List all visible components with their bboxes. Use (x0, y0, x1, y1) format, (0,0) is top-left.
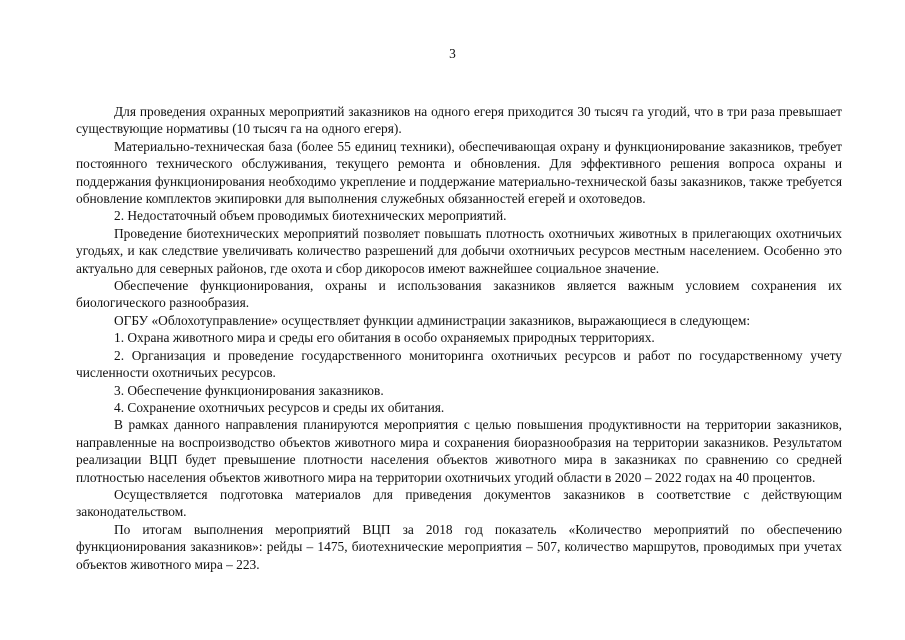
paragraph-biotechnical-measures: Проведение биотехнических мероприятий позволяет повышать плотность охотничьих животных в прилегающих охотничьих угодьях, и как следствие увеличивать количество разрешений для добычи охотничьих ресурсов местным населением. Особенно это актуально для северных районов, где охота и сбор дикоросов имеют важнейшее социальное значение. (76, 225, 842, 276)
paragraph-gamekeeper-area: Для проведения охранных мероприятий заказников на одного егеря приходится 30 тысяч га угодий, что в три раза превышает существующие нормативы (10 тысяч га на одного егеря). (76, 104, 842, 137)
list-item-3: 3. Обеспечение функционирования заказников. (114, 382, 384, 398)
paragraph-planned-measures: В рамках данного направления планируются мероприятия с целью повышения продуктивности на территории заказников, направленные на воспроизводство объектов животного мира и сохранения биоразнообразия на территории заказников. Результатом реализации ВЦП будет превышение плотности населения объектов животного мира в заказниках по сравнению со средней плотностью населения объектов животного мира на территории охотничьих угодий области в 2020 – 2022 годах на 40 процентов. (76, 417, 842, 485)
body-text (76, 103, 842, 573)
paragraph-legislation: Осуществляется подготовка материалов для приведения документов заказников в соответствие с действующим законодательством. (76, 486, 842, 520)
paragraph-results-2018: По итогам выполнения мероприятий ВЦП за 2018 год показатель «Количество мероприятий по обеспечению функционирования заказников»: рейды – 1475, биотехнические мероприятия – 507, количество маршрутов, проводимых при учетах объектов животного мира – 223. (76, 521, 842, 572)
list-item-1: 1. Охрана животного мира и среды его обитания в особо охраняемых природных территориях. (114, 330, 655, 346)
paragraph-administration-functions: ОГБУ «Облохотуправление» осуществляет функции администрации заказников, выражающиеся в следующем: (114, 312, 751, 328)
page-number: 3 (449, 46, 456, 61)
paragraph-problem-2: 2. Недостаточный объем проводимых биотехнических мероприятий. (114, 208, 507, 224)
list-item-4: 4. Сохранение охотничьих ресурсов и среды их обитания. (114, 399, 445, 415)
paragraph-biodiversity: Обеспечение функционирования, охраны и использования заказников является важным условием сохранения их биологического разнообразия. (76, 278, 842, 311)
paragraph-material-base: Материально-техническая база (более 55 единиц техники), обеспечивающая охрану и функционирование заказников, требует постоянного технического обслуживания, текущего ремонта и обновления. Для эффективного решения вопроса охраны и поддержания функционирования необходимо укрепление и поддержание материально-технической базы заказников, также требуется обновление комплектов экипировки для выполнения служебных обязанностей егерей и охотоведов. (76, 138, 842, 207)
list-item-2: 2. Организация и проведение государственного мониторинга охотничьих ресурсов и работ по государственному учету численности охотничьих ресурсов. (76, 347, 842, 381)
